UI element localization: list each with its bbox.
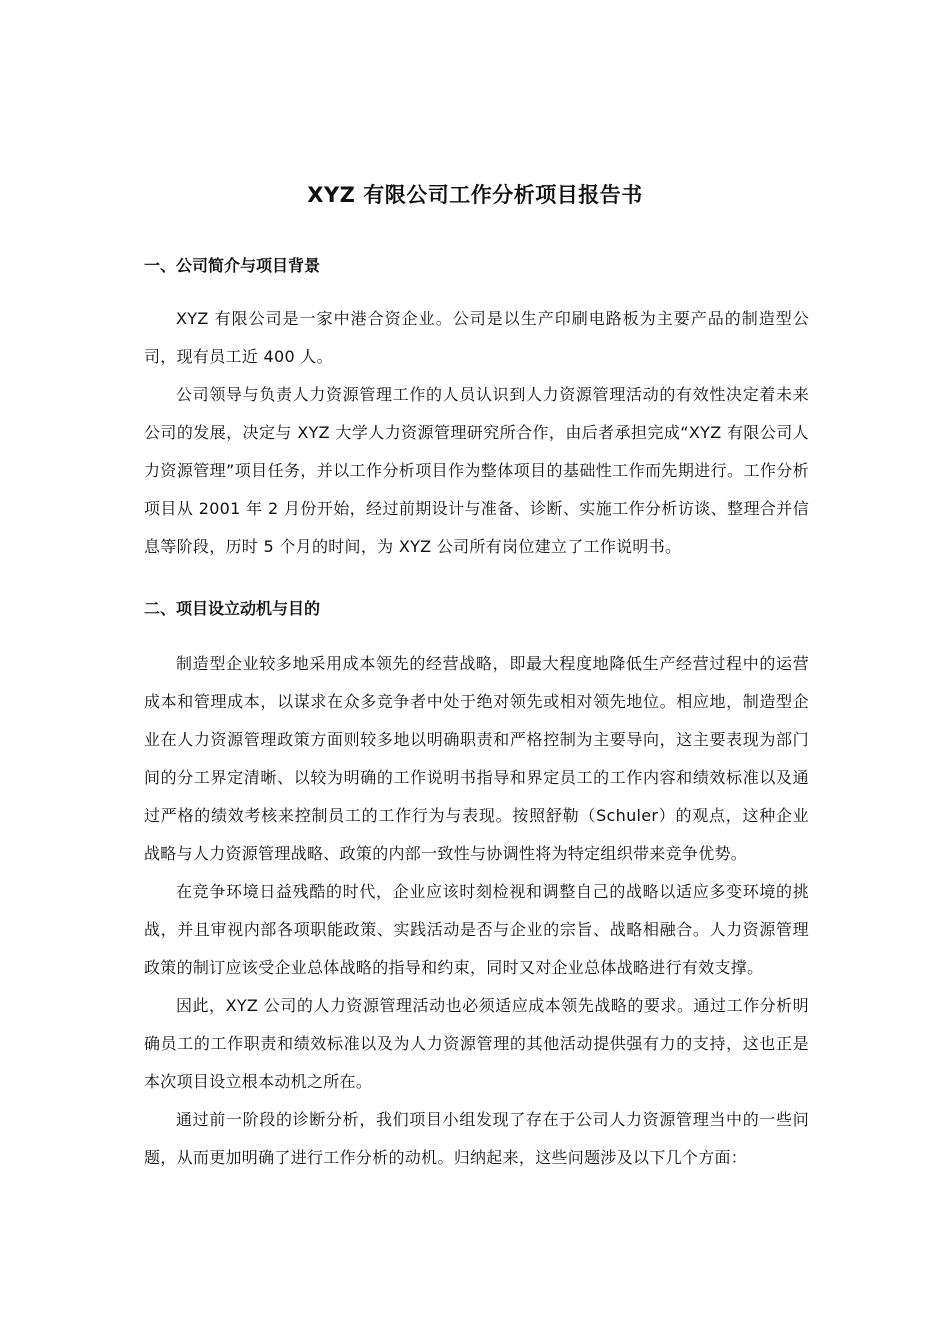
section-heading: 一、公司简介与项目背景: [144, 256, 321, 275]
paragraph: 制造型企业较多地采用成本领先的经营战略，即最大程度地降低生产经营过程中的运营成本和管理成本，以谋求在众多竞争者中处于绝对领先或相对领先地位。相应地，制造型企业在人力资源管理政策方面则较多地以明确职责和严格控制为主要导向，这主要表现为部门间的分工界定清晰、以较为明确的工作说明书指导和界定员工的工作内容和绩效标准以及通过严格的绩效考核来控制员工的工作行为与表现。按照舒勒（Schuler）的观点，这种企业战略与人力资源管理战略、政策的内部一致性与协调性将为特定组织带来竞争优势。: [144, 654, 809, 863]
section-project-motivation: [144, 597, 809, 1177]
paragraph: 公司领导与负责人力资源管理工作的人员认识到人力资源管理活动的有效性决定着未来公司的发展，决定与 XYZ 大学人力资源管理研究所合作，由后者承担完成“XYZ 有限公司人力资源管理”项目任务，并以工作分析项目作为整体项目的基础性工作而先期进行。工作分析项目从 2001 年 2 月份开始，经过前期设计与准备、诊断、实施工作分析访谈、整理合并信息等阶段，历时 5 个月的时间，为 XYZ 公司所有岗位建立了工作说明书。: [144, 385, 809, 556]
paragraph: 在竞争环境日益残酷的时代，企业应该时刻检视和调整自己的战略以适应多变环境的挑战，并且审视内部各项职能政策、实践活动是否与企业的宗旨、战略相融合。人力资源管理政策的制订应该受企业总体战略的指导和约束，同时又对企业总体战略进行有效支撑。: [144, 882, 809, 977]
section-heading: 二、项目设立动机与目的: [144, 599, 321, 618]
document-title: XYZ 有限公司工作分析项目报告书: [307, 183, 643, 208]
paragraph: 通过前一阶段的诊断分析，我们项目小组发现了存在于公司人力资源管理当中的一些问题，从而更加明确了进行工作分析的动机。归纳起来，这些问题涉及以下几个方面：: [144, 1110, 809, 1167]
section-company-background: [144, 254, 809, 566]
paragraph: XYZ 有限公司是一家中港合资企业。公司是以生产印刷电路板为主要产品的制造型公司，现有员工近 400 人。: [144, 309, 809, 366]
paragraph: 因此，XYZ 公司的人力资源管理活动也必须适应成本领先战略的要求。通过工作分析明确员工的工作职责和绩效标准以及为人力资源管理的其他活动提供强有力的支持，这也正是本次项目设立根本动机之所在。: [144, 996, 809, 1091]
